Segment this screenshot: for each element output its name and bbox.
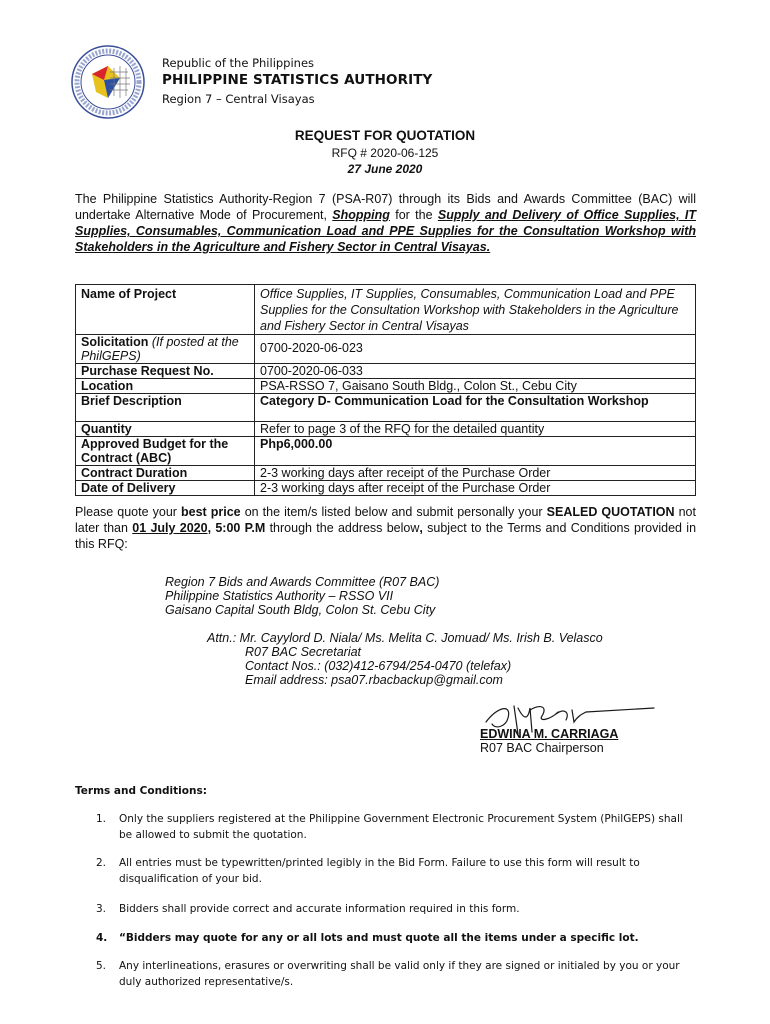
brief-description-value: Category D- Communication Load for the Consultation Workshop xyxy=(255,394,696,422)
terms-item-number: 4. xyxy=(96,932,108,944)
date-of-delivery-label: Date of Delivery xyxy=(76,481,255,496)
terms-item-number: 2. xyxy=(96,857,107,869)
terms-item-text: Any interlineations, erasures or overwriting shall be valid only if they are signed or initialed by you or your duly authorized representative/s. xyxy=(119,960,680,988)
terms-item-number: 3. xyxy=(96,903,107,915)
date-of-delivery-value: 2-3 working days after receipt of the Purchase Order xyxy=(255,481,696,496)
name-of-project-value: Office Supplies, IT Supplies, Consumables, Communication Load and PPE Supplies for the Consultation Workshop with Stakeholders in the Agriculture and Fishery Sector in Central Visayas xyxy=(255,285,696,335)
signatory-name: EDWINA M. CARRIAGA xyxy=(480,727,619,741)
signatory-title: R07 BAC Chairperson xyxy=(480,741,604,755)
location-label: Location xyxy=(76,379,255,394)
abc-label: Approved Budget for the Contract (ABC) xyxy=(76,437,255,466)
contact-numbers: Contact Nos.: (032)412-6794/254-0470 (telefax) xyxy=(245,659,512,673)
terms-item-text: All entries must be typewritten/printed legibly in the Bid Form. Failure to use this form will result to disqualification of your bid. xyxy=(119,857,640,885)
project-details-table xyxy=(75,284,696,496)
solicitation-label xyxy=(76,335,255,364)
address-line-2: Philippine Statistics Authority – RSSO VII xyxy=(165,589,394,603)
rfq-date: 27 June 2020 xyxy=(347,162,423,176)
best-price-text: best price xyxy=(181,505,241,519)
solicitation-label-text: Solicitation xyxy=(81,335,149,349)
name-of-project-label: Name of Project xyxy=(76,285,255,335)
table-row xyxy=(76,466,696,481)
table-row xyxy=(76,437,696,466)
intro-paragraph xyxy=(75,191,696,255)
table-row xyxy=(76,364,696,379)
table-row xyxy=(76,379,696,394)
document-title: REQUEST FOR QUOTATION xyxy=(294,128,476,143)
quote-instructions xyxy=(75,504,696,552)
abc-value: Php6,000.00 xyxy=(255,437,696,466)
terms-item-text: Bidders shall provide correct and accurate information required in this form. xyxy=(119,903,520,915)
procurement-subject: Supply and Delivery of Office Supplies, IT Supplies, Consumables, Communication Load and PPE Supplies for the Consultation Workshop with Stakeholders in the Agriculture and Fishery Sector in Central Visayas. xyxy=(75,208,696,254)
procurement-mode: Shopping xyxy=(332,208,390,222)
deadline-time: 5:00 P.M xyxy=(211,521,266,535)
quote-text-a: Please quote your xyxy=(75,505,181,519)
address-line-3: Gaisano Capital South Bldg, Colon St. Cebu City xyxy=(165,603,436,617)
contract-duration-value: 2-3 working days after receipt of the Purchase Order xyxy=(255,466,696,481)
table-row xyxy=(76,335,696,364)
quote-comma: , xyxy=(419,521,423,535)
solicitation-value: 0700-2020-06-023 xyxy=(255,335,696,364)
quote-text-c: not later than xyxy=(75,505,696,535)
terms-item-number: 1. xyxy=(96,813,107,825)
terms-item-text: “Bidders may quote for any or all lots and must quote all the items under a specific lot. xyxy=(119,932,639,944)
quantity-label: Quantity xyxy=(76,422,255,437)
address-line-1: Region 7 Bids and Awards Committee (R07 BAC) xyxy=(165,575,440,589)
contract-duration-label: Contract Duration xyxy=(76,466,255,481)
psa-seal-logo xyxy=(70,44,146,120)
quote-text-b: on the item/s listed below and submit personally your xyxy=(240,505,547,519)
intro-text-1: The Philippine Statistics Authority-Region 7 (PSA-R07) through its Bids and Awards Committee (BAC) will undertake Alternative Mode of Procurement, xyxy=(75,192,696,222)
sealed-quotation-text: SEALED QUOTATION xyxy=(546,505,675,519)
purchase-request-value: 0700-2020-06-033 xyxy=(255,364,696,379)
location-value: PSA-RSSO 7, Gaisano South Bldg., Colon St., Cebu City xyxy=(255,379,696,394)
quantity-value: Refer to page 3 of the RFQ for the detailed quantity xyxy=(255,422,696,437)
terms-item-text: Only the suppliers registered at the Philippine Government Electronic Procurement System (PhilGEPS) shall be allowed to submit the quotation. xyxy=(119,813,683,841)
table-row xyxy=(76,481,696,496)
solicitation-note: (If posted at the PhilGEPS) xyxy=(81,335,239,363)
brief-description-label: Brief Description xyxy=(76,394,255,422)
agency-name: PHILIPPINE STATISTICS AUTHORITY xyxy=(162,72,433,88)
quote-text-d: through the address below xyxy=(265,521,420,535)
region-label: Region 7 – Central Visayas xyxy=(162,92,315,106)
republic-label: Republic of the Philippines xyxy=(162,56,315,70)
table-row xyxy=(76,422,696,437)
secretariat-line: R07 BAC Secretariat xyxy=(245,645,362,659)
rfq-number: RFQ # 2020-06-125 xyxy=(331,146,439,160)
quote-text-e: subject to the Terms and Conditions provided in this RFQ: xyxy=(75,521,697,551)
terms-item-number: 5. xyxy=(96,960,107,972)
deadline-date: 01 July 2020, xyxy=(132,521,212,535)
attention-line: Attn.: Mr. Cayylord D. Niala/ Ms. Melita C. Jomuad/ Ms. Irish B. Velasco xyxy=(207,631,603,645)
table-row xyxy=(76,394,696,422)
terms-heading: Terms and Conditions: xyxy=(75,785,207,797)
table-row xyxy=(76,285,696,335)
purchase-request-label: Purchase Request No. xyxy=(76,364,255,379)
intro-text-2: for the xyxy=(389,208,438,222)
email-address: Email address: psa07.rbacbackup@gmail.com xyxy=(245,673,503,687)
